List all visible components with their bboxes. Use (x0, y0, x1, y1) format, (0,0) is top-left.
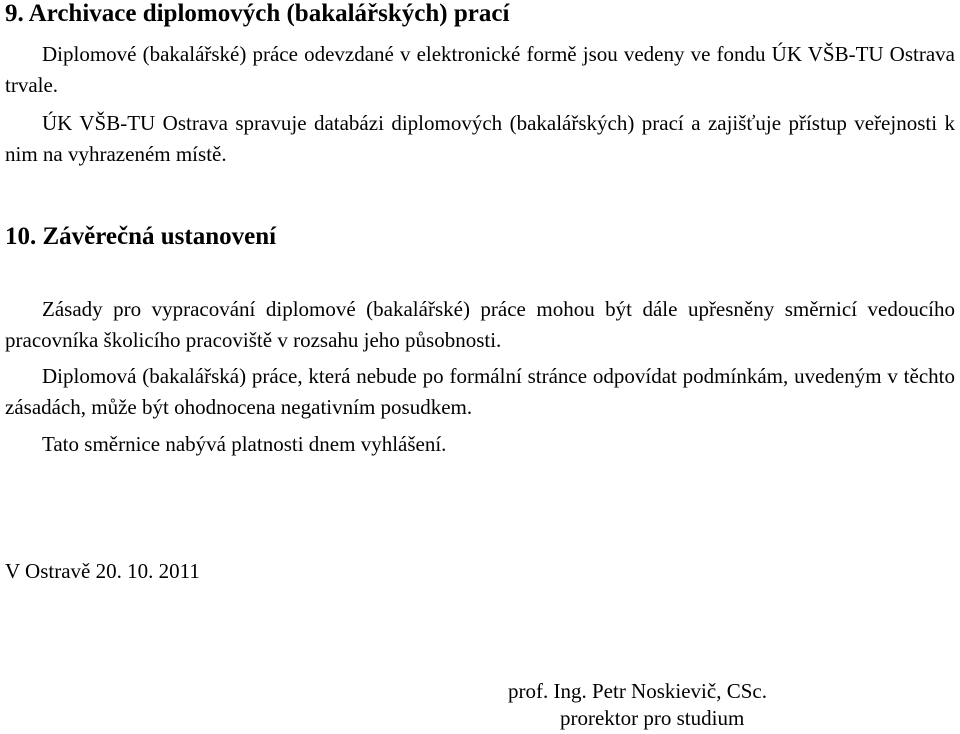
section-9-paragraph-2-text: ÚK VŠB-TU Ostrava spravuje databázi diplomových (bakalářských) prací a zajišťuje přístup veřejnosti k nim na vyhrazeném místě. (5, 111, 955, 166)
section-9-paragraph-2 (5, 108, 955, 170)
section-9-paragraph-1-text: Diplomové (bakalářské) práce odevzdané v elektronické formě jsou vedeny ve fondu ÚK VŠB-TU Ostrava trvale. (5, 42, 955, 97)
place-and-date: V Ostravě 20. 10. 2011 (5, 559, 200, 583)
signatory-role: prorektor pro studium (560, 706, 745, 730)
section-10-paragraph-2-text: Diplomová (bakalářská) práce, která nebude po formální stránce odpovídat podmínkám, uvedeným v těchto zásadách, může být ohodnocena negativním posudkem. (5, 364, 955, 419)
section-10-paragraph-3 (5, 429, 955, 460)
section-9-paragraph-1 (5, 39, 955, 101)
section-10-paragraph-1-text: Zásady pro vypracování diplomové (bakalářské) práce mohou být dále upřesněny směrnicí vedoucího pracovníka školicího pracoviště v rozsahu jeho působnosti. (5, 297, 955, 352)
section-9-heading: 9. Archivace diplomových (bakalářských) prací (5, 0, 510, 27)
signatory-name: prof. Ing. Petr Noskievič, CSc. (508, 679, 767, 703)
section-10-paragraph-3-text: Tato směrnice nabývá platnosti dnem vyhlášení. (42, 432, 447, 456)
section-10-heading: 10. Závěrečná ustanovení (5, 223, 277, 250)
section-10-paragraph-2 (5, 361, 955, 423)
section-10-paragraph-1 (5, 294, 955, 356)
